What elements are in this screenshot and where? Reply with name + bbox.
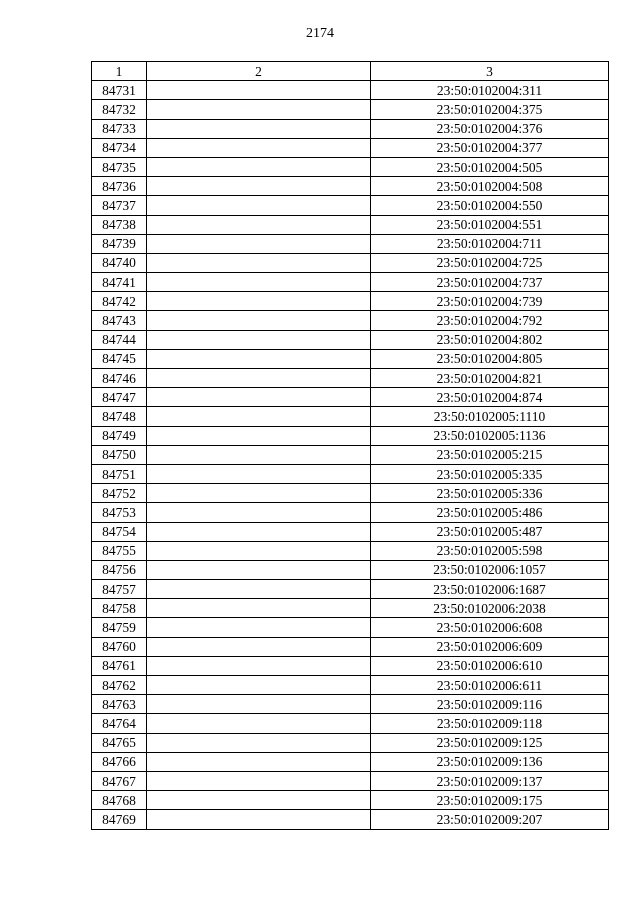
table-row: [92, 369, 609, 388]
table-body: [92, 81, 609, 829]
cadastral-number-cell: 23:50:0102004:725: [371, 253, 609, 272]
cadastral-number-cell: 23:50:0102006:611: [371, 676, 609, 695]
description-cell: [147, 292, 371, 311]
table-row: [92, 522, 609, 541]
table-row: [92, 810, 609, 829]
cadastral-number-cell: 23:50:0102004:376: [371, 119, 609, 138]
description-cell: [147, 311, 371, 330]
cadastral-number-cell: 23:50:0102009:207: [371, 810, 609, 829]
description-cell: [147, 522, 371, 541]
row-number-cell: 84756: [92, 560, 147, 579]
column-header-1: 1: [92, 62, 147, 81]
description-cell: [147, 234, 371, 253]
row-number-cell: 84763: [92, 695, 147, 714]
cadastral-number-cell: 23:50:0102004:311: [371, 81, 609, 100]
cadastral-number-cell: 23:50:0102004:821: [371, 369, 609, 388]
cadastral-number-cell: 23:50:0102009:118: [371, 714, 609, 733]
description-cell: [147, 330, 371, 349]
description-cell: [147, 349, 371, 368]
description-cell: [147, 426, 371, 445]
cadastral-number-cell: 23:50:0102009:175: [371, 791, 609, 810]
description-cell: [147, 503, 371, 522]
description-cell: [147, 733, 371, 752]
table-row: [92, 177, 609, 196]
table-row: [92, 445, 609, 464]
table-row: [92, 752, 609, 771]
description-cell: [147, 560, 371, 579]
cadastral-number-cell: 23:50:0102005:598: [371, 541, 609, 560]
cadastral-number-cell: 23:50:0102004:802: [371, 330, 609, 349]
table-row: [92, 138, 609, 157]
row-number-cell: 84739: [92, 234, 147, 253]
table-row: [92, 119, 609, 138]
table-row: [92, 196, 609, 215]
table-row: [92, 503, 609, 522]
row-number-cell: 84767: [92, 771, 147, 790]
table-row: [92, 637, 609, 656]
row-number-cell: 84757: [92, 580, 147, 599]
row-number-cell: 84736: [92, 177, 147, 196]
table-row: [92, 714, 609, 733]
row-number-cell: 84749: [92, 426, 147, 445]
table-row: [92, 292, 609, 311]
cadastral-number-cell: 23:50:0102004:874: [371, 388, 609, 407]
cadastral-number-cell: 23:50:0102004:711: [371, 234, 609, 253]
row-number-cell: 84744: [92, 330, 147, 349]
row-number-cell: 84759: [92, 618, 147, 637]
table-row: [92, 676, 609, 695]
description-cell: [147, 119, 371, 138]
row-number-cell: 84766: [92, 752, 147, 771]
description-cell: [147, 369, 371, 388]
table-row: [92, 253, 609, 272]
table-row: [92, 388, 609, 407]
cadastral-number-cell: 23:50:0102009:137: [371, 771, 609, 790]
cadastral-number-cell: 23:50:0102004:375: [371, 100, 609, 119]
description-cell: [147, 215, 371, 234]
page-number: 2174: [306, 26, 334, 41]
cadastral-number-cell: 23:50:0102005:335: [371, 464, 609, 483]
description-cell: [147, 752, 371, 771]
row-number-cell: 84746: [92, 369, 147, 388]
table-row: [92, 273, 609, 292]
cadastral-number-cell: 23:50:0102009:125: [371, 733, 609, 752]
row-number-cell: 84752: [92, 484, 147, 503]
row-number-cell: 84750: [92, 445, 147, 464]
cadastral-number-cell: 23:50:0102006:1687: [371, 580, 609, 599]
description-cell: [147, 464, 371, 483]
row-number-cell: 84735: [92, 157, 147, 176]
cadastral-number-cell: 23:50:0102005:486: [371, 503, 609, 522]
row-number-cell: 84765: [92, 733, 147, 752]
description-cell: [147, 273, 371, 292]
table-row: [92, 100, 609, 119]
row-number-cell: 84762: [92, 676, 147, 695]
table-row: [92, 618, 609, 637]
table-row: [92, 599, 609, 618]
description-cell: [147, 580, 371, 599]
row-number-cell: 84760: [92, 637, 147, 656]
description-cell: [147, 407, 371, 426]
cadastral-number-cell: 23:50:0102005:215: [371, 445, 609, 464]
cadastral-number-cell: 23:50:0102009:136: [371, 752, 609, 771]
cadastral-number-cell: 23:50:0102004:739: [371, 292, 609, 311]
cadastral-number-cell: 23:50:0102004:508: [371, 177, 609, 196]
cadastral-number-cell: 23:50:0102006:610: [371, 656, 609, 675]
description-cell: [147, 253, 371, 272]
column-header-3: 3: [371, 62, 609, 81]
description-cell: [147, 599, 371, 618]
row-number-cell: 84734: [92, 138, 147, 157]
row-number-cell: 84751: [92, 464, 147, 483]
description-cell: [147, 714, 371, 733]
row-number-cell: 84743: [92, 311, 147, 330]
table-row: [92, 426, 609, 445]
description-cell: [147, 196, 371, 215]
cadastral-number-cell: 23:50:0102004:505: [371, 157, 609, 176]
table-row: [92, 215, 609, 234]
row-number-cell: 84768: [92, 791, 147, 810]
row-number-cell: 84769: [92, 810, 147, 829]
cadastral-number-cell: 23:50:0102006:2038: [371, 599, 609, 618]
row-number-cell: 84745: [92, 349, 147, 368]
table-row: [92, 541, 609, 560]
row-number-cell: 84754: [92, 522, 147, 541]
cadastral-number-cell: 23:50:0102004:805: [371, 349, 609, 368]
description-cell: [147, 637, 371, 656]
table-row: [92, 157, 609, 176]
row-number-cell: 84764: [92, 714, 147, 733]
description-cell: [147, 695, 371, 714]
description-cell: [147, 484, 371, 503]
cadastral-number-cell: 23:50:0102009:116: [371, 695, 609, 714]
table-row: [92, 791, 609, 810]
table-row: [92, 349, 609, 368]
cadastral-number-cell: 23:50:0102006:608: [371, 618, 609, 637]
row-number-cell: 84742: [92, 292, 147, 311]
table-header-row: [92, 62, 609, 81]
column-header-2: 2: [147, 62, 371, 81]
description-cell: [147, 791, 371, 810]
cadastral-number-cell: 23:50:0102004:551: [371, 215, 609, 234]
row-number-cell: 84731: [92, 81, 147, 100]
cadastral-number-cell: 23:50:0102005:487: [371, 522, 609, 541]
description-cell: [147, 177, 371, 196]
row-number-cell: 84740: [92, 253, 147, 272]
cadastral-number-cell: 23:50:0102006:1057: [371, 560, 609, 579]
row-number-cell: 84738: [92, 215, 147, 234]
table-row: [92, 771, 609, 790]
row-number-cell: 84733: [92, 119, 147, 138]
row-number-cell: 84753: [92, 503, 147, 522]
description-cell: [147, 445, 371, 464]
cadastral-number-cell: 23:50:0102004:792: [371, 311, 609, 330]
description-cell: [147, 618, 371, 637]
table-row: [92, 656, 609, 675]
table-row: [92, 330, 609, 349]
cadastral-number-cell: 23:50:0102005:336: [371, 484, 609, 503]
table-row: [92, 464, 609, 483]
cadastral-number-cell: 23:50:0102004:550: [371, 196, 609, 215]
description-cell: [147, 100, 371, 119]
row-number-cell: 84732: [92, 100, 147, 119]
row-number-cell: 84758: [92, 599, 147, 618]
description-cell: [147, 138, 371, 157]
table-row: [92, 560, 609, 579]
row-number-cell: 84761: [92, 656, 147, 675]
table-row: [92, 311, 609, 330]
description-cell: [147, 656, 371, 675]
description-cell: [147, 810, 371, 829]
cadastral-number-cell: 23:50:0102006:609: [371, 637, 609, 656]
table-row: [92, 484, 609, 503]
table-row: [92, 733, 609, 752]
description-cell: [147, 541, 371, 560]
description-cell: [147, 676, 371, 695]
table-row: [92, 234, 609, 253]
cadastral-number-cell: 23:50:0102005:1136: [371, 426, 609, 445]
description-cell: [147, 771, 371, 790]
table-row: [92, 407, 609, 426]
table-row: [92, 580, 609, 599]
description-cell: [147, 388, 371, 407]
description-cell: [147, 157, 371, 176]
table-row: [92, 695, 609, 714]
row-number-cell: 84747: [92, 388, 147, 407]
row-number-cell: 84755: [92, 541, 147, 560]
cadastral-number-cell: 23:50:0102004:737: [371, 273, 609, 292]
row-number-cell: 84741: [92, 273, 147, 292]
table-row: [92, 81, 609, 100]
cadastral-number-cell: 23:50:0102005:1110: [371, 407, 609, 426]
description-cell: [147, 81, 371, 100]
row-number-cell: 84737: [92, 196, 147, 215]
registry-table: [91, 61, 609, 830]
cadastral-number-cell: 23:50:0102004:377: [371, 138, 609, 157]
row-number-cell: 84748: [92, 407, 147, 426]
